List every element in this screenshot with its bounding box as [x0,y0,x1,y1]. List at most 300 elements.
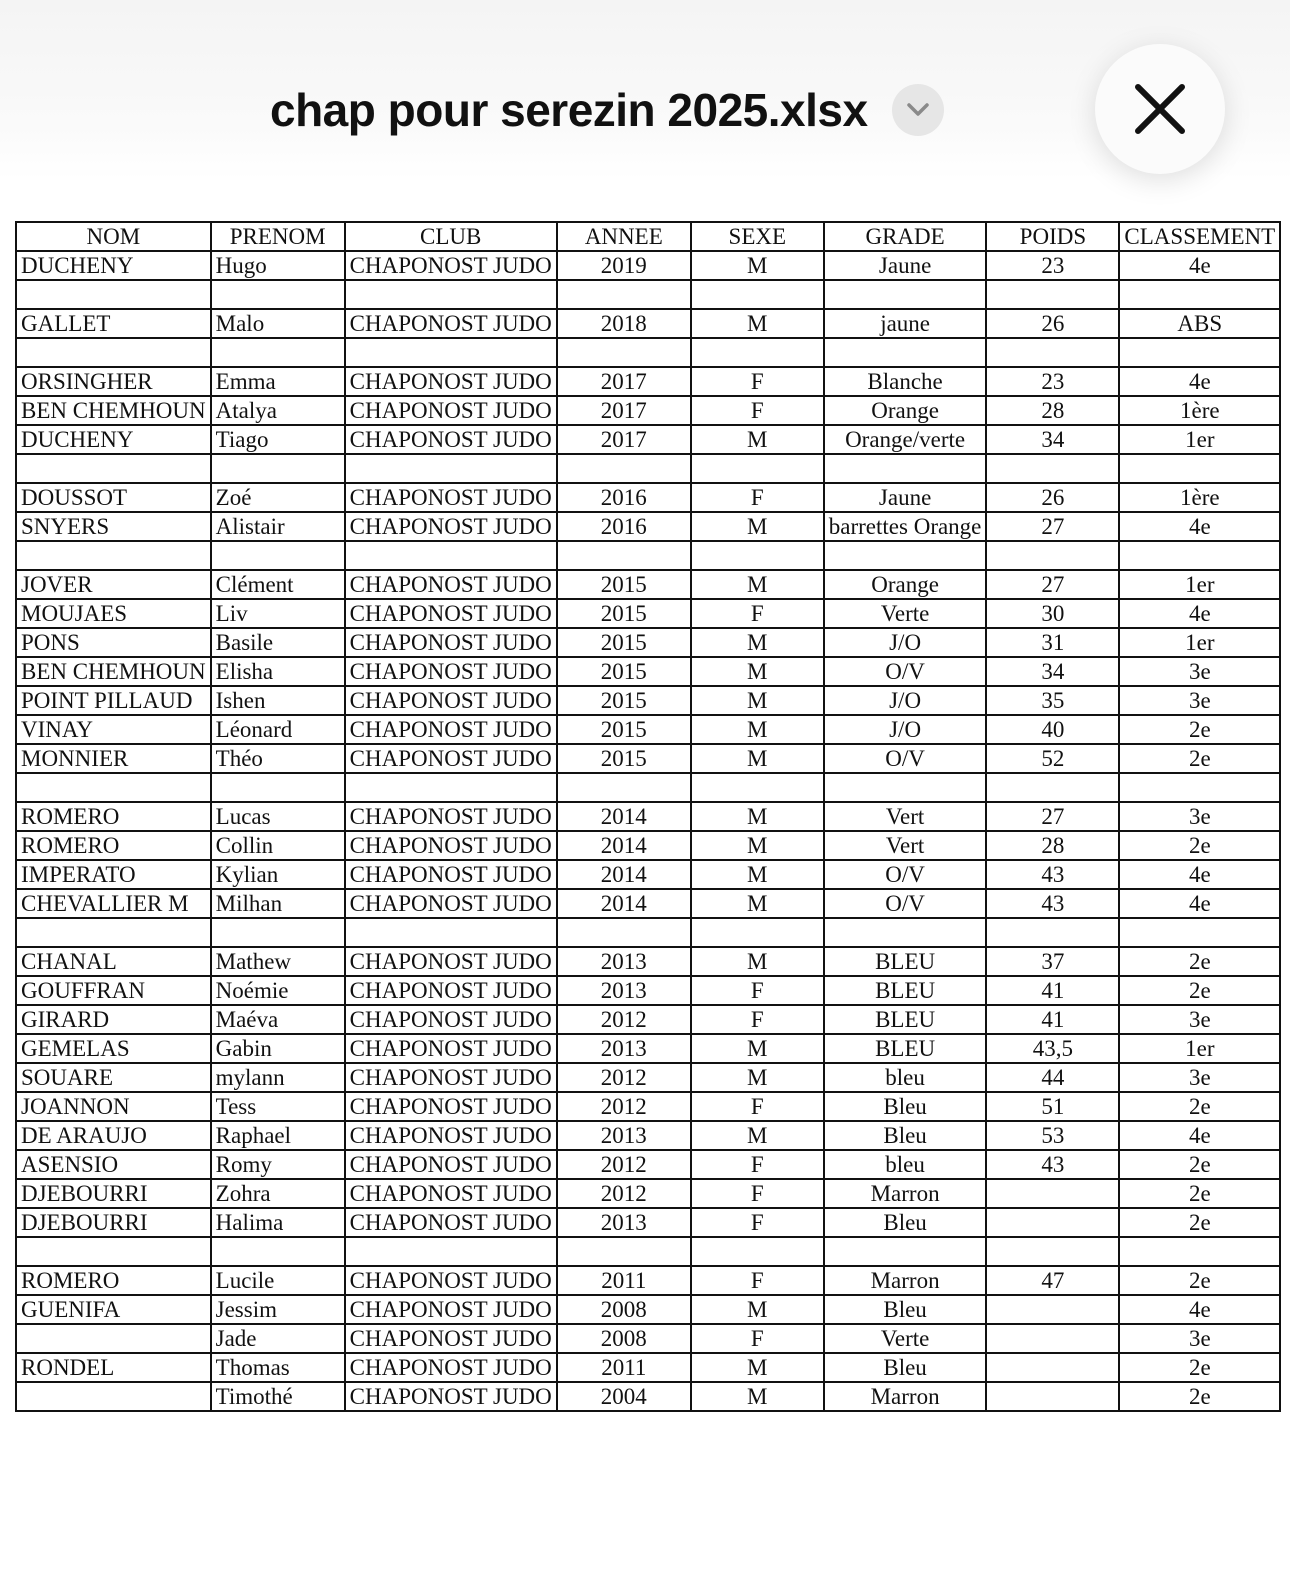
cell-classement[interactable]: 3e [1119,686,1280,715]
cell-classement[interactable]: 4e [1119,860,1280,889]
cell-classement[interactable]: 1ère [1119,396,1280,425]
cell-grade[interactable]: Marron [824,1179,987,1208]
cell-prenom[interactable]: Kylian [211,860,345,889]
cell-club[interactable]: CHAPONOST JUDO [345,1034,557,1063]
cell-club[interactable]: CHAPONOST JUDO [345,657,557,686]
cell-annee[interactable]: 2015 [557,628,691,657]
cell-classement[interactable]: 4e [1119,1295,1280,1324]
cell-annee[interactable]: 2014 [557,889,691,918]
cell-poids[interactable] [986,1324,1119,1353]
cell-annee[interactable]: 2018 [557,309,691,338]
cell-prenom[interactable]: Théo [211,744,345,773]
cell-poids[interactable]: 40 [986,715,1119,744]
cell-club[interactable]: CHAPONOST JUDO [345,1382,557,1411]
cell-grade[interactable]: Orange [824,570,987,599]
cell-classement[interactable]: 1er [1119,570,1280,599]
cell-club[interactable]: CHAPONOST JUDO [345,889,557,918]
cell-grade[interactable]: O/V [824,860,987,889]
cell-prenom[interactable]: Alistair [211,512,345,541]
cell-club[interactable]: CHAPONOST JUDO [345,715,557,744]
cell-club[interactable] [345,338,557,367]
cell-grade[interactable]: Jaune [824,251,987,280]
cell-sexe[interactable]: M [691,251,824,280]
cell-nom[interactable]: DJEBOURRI [16,1208,211,1237]
cell-annee[interactable]: 2013 [557,1121,691,1150]
cell-nom[interactable]: JOANNON [16,1092,211,1121]
cell-grade[interactable]: Orange [824,396,987,425]
cell-nom[interactable] [16,454,211,483]
cell-prenom[interactable]: Noémie [211,976,345,1005]
cell-sexe[interactable]: M [691,860,824,889]
cell-prenom[interactable] [211,280,345,309]
cell-poids[interactable]: 26 [986,483,1119,512]
cell-sexe[interactable]: M [691,309,824,338]
cell-classement[interactable]: 4e [1119,889,1280,918]
cell-poids[interactable] [986,1208,1119,1237]
cell-grade[interactable]: Verte [824,1324,987,1353]
cell-poids[interactable]: 23 [986,367,1119,396]
cell-classement[interactable]: 2e [1119,947,1280,976]
cell-annee[interactable]: 2015 [557,686,691,715]
cell-sexe[interactable] [691,773,824,802]
column-header-nom[interactable]: NOM [16,222,211,251]
cell-club[interactable]: CHAPONOST JUDO [345,1179,557,1208]
cell-grade[interactable] [824,338,987,367]
cell-club[interactable]: CHAPONOST JUDO [345,1005,557,1034]
cell-classement[interactable]: 2e [1119,1208,1280,1237]
cell-prenom[interactable]: Collin [211,831,345,860]
cell-club[interactable]: CHAPONOST JUDO [345,1150,557,1179]
cell-nom[interactable]: MONNIER [16,744,211,773]
cell-grade[interactable]: J/O [824,715,987,744]
cell-grade[interactable]: J/O [824,686,987,715]
cell-club[interactable] [345,280,557,309]
cell-annee[interactable]: 2013 [557,1208,691,1237]
cell-prenom[interactable] [211,454,345,483]
cell-sexe[interactable]: M [691,425,824,454]
cell-club[interactable]: CHAPONOST JUDO [345,396,557,425]
cell-annee[interactable]: 2012 [557,1005,691,1034]
cell-classement[interactable]: 1er [1119,1034,1280,1063]
cell-classement[interactable]: 2e [1119,976,1280,1005]
cell-prenom[interactable]: Liv [211,599,345,628]
cell-nom[interactable]: POINT PILLAUD [16,686,211,715]
cell-grade[interactable]: BLEU [824,1005,987,1034]
cell-poids[interactable] [986,1237,1119,1266]
cell-prenom[interactable]: Emma [211,367,345,396]
cell-poids[interactable]: 28 [986,831,1119,860]
column-header-sexe[interactable]: SEXE [691,222,824,251]
cell-poids[interactable]: 47 [986,1266,1119,1295]
cell-annee[interactable] [557,541,691,570]
cell-nom[interactable]: DUCHENY [16,251,211,280]
cell-grade[interactable]: bleu [824,1063,987,1092]
cell-nom[interactable]: BEN CHEMHOUN [16,396,211,425]
cell-club[interactable]: CHAPONOST JUDO [345,251,557,280]
cell-classement[interactable]: 1er [1119,628,1280,657]
cell-annee[interactable] [557,338,691,367]
cell-classement[interactable]: ABS [1119,309,1280,338]
cell-nom[interactable]: ROMERO [16,802,211,831]
cell-grade[interactable]: barrettes Orange [824,512,987,541]
cell-club[interactable]: CHAPONOST JUDO [345,1266,557,1295]
cell-nom[interactable] [16,1237,211,1266]
cell-club[interactable]: CHAPONOST JUDO [345,1353,557,1382]
cell-grade[interactable]: BLEU [824,1034,987,1063]
cell-poids[interactable]: 52 [986,744,1119,773]
cell-prenom[interactable]: Basile [211,628,345,657]
cell-nom[interactable]: ASENSIO [16,1150,211,1179]
file-title-group[interactable] [270,80,944,140]
cell-sexe[interactable]: F [691,1266,824,1295]
cell-club[interactable]: CHAPONOST JUDO [345,1295,557,1324]
cell-club[interactable]: CHAPONOST JUDO [345,860,557,889]
cell-annee[interactable]: 2019 [557,251,691,280]
cell-prenom[interactable]: Clément [211,570,345,599]
cell-poids[interactable]: 34 [986,657,1119,686]
cell-sexe[interactable]: F [691,1324,824,1353]
cell-nom[interactable]: DOUSSOT [16,483,211,512]
cell-sexe[interactable]: M [691,628,824,657]
column-header-club[interactable]: CLUB [345,222,557,251]
cell-annee[interactable]: 2017 [557,396,691,425]
cell-annee[interactable]: 2016 [557,483,691,512]
cell-prenom[interactable]: Romy [211,1150,345,1179]
cell-classement[interactable]: 4e [1119,367,1280,396]
cell-grade[interactable] [824,541,987,570]
cell-sexe[interactable]: F [691,1005,824,1034]
cell-annee[interactable]: 2017 [557,425,691,454]
cell-classement[interactable]: 3e [1119,1063,1280,1092]
cell-nom[interactable] [16,1382,211,1411]
cell-club[interactable]: CHAPONOST JUDO [345,512,557,541]
cell-sexe[interactable]: M [691,1353,824,1382]
cell-poids[interactable]: 30 [986,599,1119,628]
cell-poids[interactable]: 44 [986,1063,1119,1092]
cell-poids[interactable]: 27 [986,570,1119,599]
cell-poids[interactable]: 43 [986,860,1119,889]
file-title[interactable]: chap pour serezin 2025.xlsx [270,84,868,136]
cell-annee[interactable] [557,918,691,947]
column-header-classement[interactable]: CLASSEMENT [1119,222,1280,251]
cell-prenom[interactable]: Zoé [211,483,345,512]
cell-grade[interactable]: Vert [824,831,987,860]
cell-sexe[interactable]: F [691,1150,824,1179]
cell-classement[interactable] [1119,454,1280,483]
cell-annee[interactable]: 2015 [557,570,691,599]
cell-prenom[interactable]: Maéva [211,1005,345,1034]
cell-prenom[interactable] [211,918,345,947]
cell-poids[interactable]: 37 [986,947,1119,976]
cell-prenom[interactable] [211,338,345,367]
cell-classement[interactable]: 2e [1119,1266,1280,1295]
cell-poids[interactable]: 51 [986,1092,1119,1121]
cell-nom[interactable] [16,773,211,802]
cell-grade[interactable] [824,280,987,309]
cell-grade[interactable]: Bleu [824,1353,987,1382]
cell-poids[interactable]: 53 [986,1121,1119,1150]
cell-poids[interactable]: 41 [986,976,1119,1005]
cell-club[interactable]: CHAPONOST JUDO [345,599,557,628]
cell-grade[interactable]: Verte [824,599,987,628]
cell-poids[interactable]: 26 [986,309,1119,338]
cell-classement[interactable]: 3e [1119,1005,1280,1034]
cell-sexe[interactable]: M [691,657,824,686]
cell-sexe[interactable]: F [691,976,824,1005]
cell-classement[interactable]: 3e [1119,1324,1280,1353]
cell-nom[interactable]: MOUJAES [16,599,211,628]
cell-classement[interactable]: 2e [1119,1179,1280,1208]
cell-sexe[interactable]: M [691,686,824,715]
cell-annee[interactable]: 2013 [557,1034,691,1063]
cell-classement[interactable]: 2e [1119,715,1280,744]
cell-poids[interactable]: 23 [986,251,1119,280]
cell-prenom[interactable]: Jessim [211,1295,345,1324]
cell-nom[interactable]: SNYERS [16,512,211,541]
cell-annee[interactable]: 2014 [557,860,691,889]
cell-club[interactable]: CHAPONOST JUDO [345,483,557,512]
cell-classement[interactable] [1119,338,1280,367]
cell-annee[interactable]: 2015 [557,744,691,773]
cell-classement[interactable]: 4e [1119,251,1280,280]
cell-nom[interactable]: DE ARAUJO [16,1121,211,1150]
cell-prenom[interactable]: Thomas [211,1353,345,1382]
cell-sexe[interactable] [691,918,824,947]
cell-sexe[interactable] [691,454,824,483]
cell-annee[interactable]: 2011 [557,1353,691,1382]
cell-grade[interactable]: Vert [824,802,987,831]
cell-sexe[interactable] [691,541,824,570]
cell-annee[interactable] [557,454,691,483]
cell-sexe[interactable]: M [691,1063,824,1092]
cell-annee[interactable]: 2008 [557,1295,691,1324]
cell-annee[interactable] [557,1237,691,1266]
column-header-grade[interactable]: GRADE [824,222,987,251]
cell-nom[interactable]: GUENIFA [16,1295,211,1324]
cell-grade[interactable] [824,773,987,802]
cell-poids[interactable]: 43 [986,889,1119,918]
cell-nom[interactable]: CHANAL [16,947,211,976]
cell-poids[interactable]: 27 [986,802,1119,831]
cell-sexe[interactable]: M [691,947,824,976]
cell-club[interactable]: CHAPONOST JUDO [345,367,557,396]
cell-annee[interactable]: 2012 [557,1179,691,1208]
cell-grade[interactable]: O/V [824,744,987,773]
cell-club[interactable]: CHAPONOST JUDO [345,425,557,454]
cell-annee[interactable]: 2015 [557,715,691,744]
cell-nom[interactable]: ROMERO [16,831,211,860]
cell-grade[interactable]: Bleu [824,1208,987,1237]
cell-prenom[interactable]: Zohra [211,1179,345,1208]
cell-annee[interactable]: 2004 [557,1382,691,1411]
cell-annee[interactable]: 2008 [557,1324,691,1353]
column-header-prenom[interactable]: PRENOM [211,222,345,251]
cell-sexe[interactable]: F [691,1179,824,1208]
cell-prenom[interactable]: Tiago [211,425,345,454]
cell-classement[interactable]: 2e [1119,1092,1280,1121]
cell-nom[interactable]: DJEBOURRI [16,1179,211,1208]
cell-nom[interactable]: RONDEL [16,1353,211,1382]
cell-nom[interactable] [16,541,211,570]
cell-grade[interactable]: Bleu [824,1121,987,1150]
cell-classement[interactable]: 3e [1119,802,1280,831]
cell-classement[interactable]: 2e [1119,1382,1280,1411]
cell-classement[interactable]: 4e [1119,512,1280,541]
cell-annee[interactable]: 2012 [557,1063,691,1092]
cell-prenom[interactable]: Léonard [211,715,345,744]
cell-prenom[interactable] [211,541,345,570]
cell-club[interactable]: CHAPONOST JUDO [345,976,557,1005]
cell-poids[interactable] [986,280,1119,309]
cell-nom[interactable]: GIRARD [16,1005,211,1034]
cell-grade[interactable]: jaune [824,309,987,338]
cell-sexe[interactable]: M [691,1382,824,1411]
cell-prenom[interactable]: Malo [211,309,345,338]
cell-prenom[interactable]: Jade [211,1324,345,1353]
cell-classement[interactable] [1119,541,1280,570]
cell-classement[interactable]: 4e [1119,599,1280,628]
cell-poids[interactable] [986,918,1119,947]
cell-prenom[interactable]: Hugo [211,251,345,280]
column-header-poids[interactable]: POIDS [986,222,1119,251]
cell-grade[interactable]: bleu [824,1150,987,1179]
cell-classement[interactable] [1119,1237,1280,1266]
cell-nom[interactable]: ROMERO [16,1266,211,1295]
cell-prenom[interactable]: Mathew [211,947,345,976]
cell-classement[interactable]: 4e [1119,1121,1280,1150]
cell-nom[interactable]: JOVER [16,570,211,599]
cell-club[interactable] [345,541,557,570]
cell-nom[interactable]: GEMELAS [16,1034,211,1063]
cell-prenom[interactable]: Elisha [211,657,345,686]
cell-prenom[interactable]: Timothé [211,1382,345,1411]
cell-sexe[interactable]: F [691,599,824,628]
cell-classement[interactable]: 2e [1119,1353,1280,1382]
cell-poids[interactable] [986,1382,1119,1411]
cell-club[interactable]: CHAPONOST JUDO [345,1208,557,1237]
cell-annee[interactable]: 2011 [557,1266,691,1295]
cell-sexe[interactable]: M [691,831,824,860]
column-header-annee[interactable]: ANNEE [557,222,691,251]
cell-prenom[interactable]: mylann [211,1063,345,1092]
cell-sexe[interactable]: M [691,889,824,918]
cell-annee[interactable]: 2015 [557,657,691,686]
cell-prenom[interactable] [211,773,345,802]
cell-grade[interactable]: J/O [824,628,987,657]
cell-grade[interactable]: BLEU [824,976,987,1005]
cell-annee[interactable]: 2013 [557,947,691,976]
cell-prenom[interactable]: Atalya [211,396,345,425]
cell-sexe[interactable]: F [691,1092,824,1121]
cell-club[interactable] [345,454,557,483]
cell-club[interactable]: CHAPONOST JUDO [345,1121,557,1150]
cell-sexe[interactable]: F [691,1208,824,1237]
cell-grade[interactable]: Marron [824,1266,987,1295]
cell-sexe[interactable]: M [691,570,824,599]
cell-grade[interactable] [824,918,987,947]
cell-poids[interactable]: 43,5 [986,1034,1119,1063]
cell-annee[interactable]: 2017 [557,367,691,396]
cell-grade[interactable]: Jaune [824,483,987,512]
cell-annee[interactable]: 2015 [557,599,691,628]
cell-sexe[interactable]: M [691,1034,824,1063]
cell-nom[interactable] [16,338,211,367]
cell-nom[interactable] [16,1324,211,1353]
cell-prenom[interactable]: Tess [211,1092,345,1121]
cell-poids[interactable] [986,773,1119,802]
cell-sexe[interactable]: M [691,1121,824,1150]
cell-nom[interactable]: GALLET [16,309,211,338]
cell-classement[interactable]: 3e [1119,657,1280,686]
cell-poids[interactable] [986,1179,1119,1208]
cell-sexe[interactable]: M [691,1295,824,1324]
cell-poids[interactable]: 35 [986,686,1119,715]
cell-annee[interactable]: 2016 [557,512,691,541]
cell-prenom[interactable]: Ishen [211,686,345,715]
cell-classement[interactable] [1119,773,1280,802]
cell-prenom[interactable]: Raphael [211,1121,345,1150]
cell-sexe[interactable]: M [691,744,824,773]
cell-nom[interactable] [16,918,211,947]
cell-annee[interactable]: 2014 [557,831,691,860]
cell-classement[interactable]: 2e [1119,831,1280,860]
cell-poids[interactable]: 34 [986,425,1119,454]
cell-grade[interactable]: BLEU [824,947,987,976]
cell-club[interactable]: CHAPONOST JUDO [345,831,557,860]
cell-poids[interactable] [986,338,1119,367]
cell-sexe[interactable]: M [691,512,824,541]
cell-club[interactable]: CHAPONOST JUDO [345,628,557,657]
cell-grade[interactable]: Blanche [824,367,987,396]
cell-club[interactable]: CHAPONOST JUDO [345,686,557,715]
cell-prenom[interactable]: Lucile [211,1266,345,1295]
cell-club[interactable] [345,1237,557,1266]
cell-nom[interactable]: DUCHENY [16,425,211,454]
cell-sexe[interactable] [691,338,824,367]
cell-annee[interactable]: 2012 [557,1092,691,1121]
cell-nom[interactable]: SOUARE [16,1063,211,1092]
cell-nom[interactable]: PONS [16,628,211,657]
cell-grade[interactable]: O/V [824,657,987,686]
cell-grade[interactable]: Orange/verte [824,425,987,454]
cell-nom[interactable]: GOUFFRAN [16,976,211,1005]
cell-poids[interactable] [986,1353,1119,1382]
cell-sexe[interactable] [691,280,824,309]
cell-nom[interactable]: VINAY [16,715,211,744]
cell-club[interactable]: CHAPONOST JUDO [345,1063,557,1092]
cell-grade[interactable] [824,454,987,483]
cell-poids[interactable]: 27 [986,512,1119,541]
cell-sexe[interactable]: F [691,367,824,396]
cell-club[interactable]: CHAPONOST JUDO [345,802,557,831]
cell-poids[interactable] [986,454,1119,483]
cell-club[interactable]: CHAPONOST JUDO [345,744,557,773]
cell-annee[interactable] [557,280,691,309]
cell-club[interactable]: CHAPONOST JUDO [345,309,557,338]
cell-poids[interactable] [986,541,1119,570]
cell-grade[interactable]: O/V [824,889,987,918]
cell-sexe[interactable] [691,1237,824,1266]
cell-club[interactable] [345,773,557,802]
cell-nom[interactable]: BEN CHEMHOUN [16,657,211,686]
cell-prenom[interactable]: Gabin [211,1034,345,1063]
cell-prenom[interactable]: Lucas [211,802,345,831]
cell-sexe[interactable]: F [691,396,824,425]
cell-classement[interactable]: 2e [1119,744,1280,773]
cell-poids[interactable]: 41 [986,1005,1119,1034]
cell-annee[interactable] [557,773,691,802]
cell-classement[interactable]: 1er [1119,425,1280,454]
